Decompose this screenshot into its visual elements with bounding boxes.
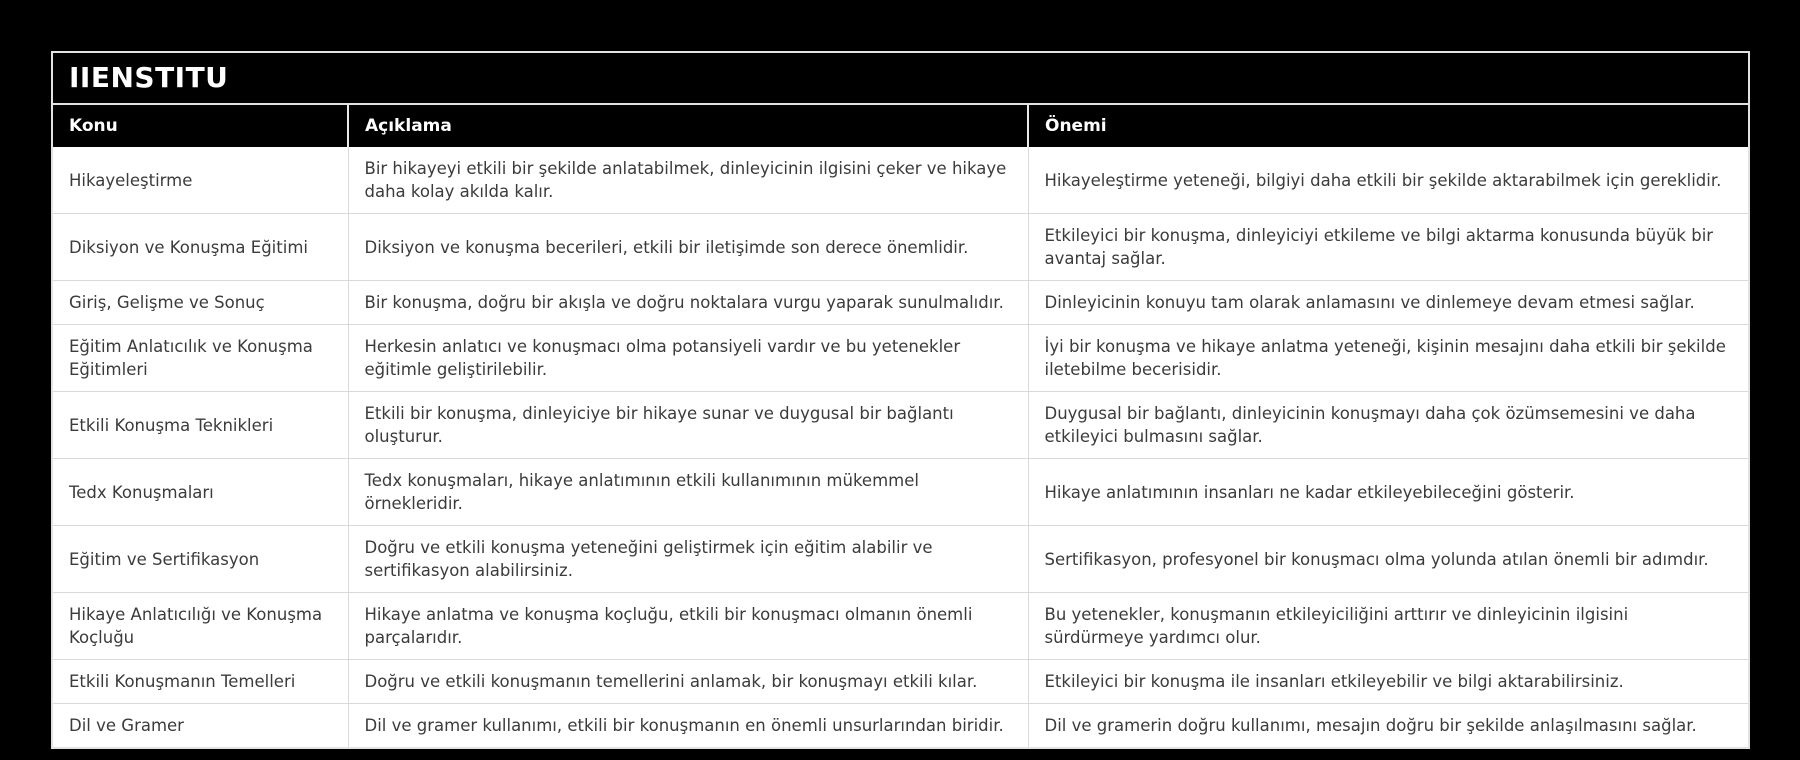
table-row (53, 214, 1748, 281)
cell-konu: Dil ve Gramer (53, 704, 348, 748)
table-row (53, 281, 1748, 325)
topics-table (53, 105, 1748, 747)
cell-konu: Diksiyon ve Konuşma Eğitimi (53, 214, 348, 281)
cell-onemi: Dil ve gramerin doğru kullanımı, mesajın doğru bir şekilde anlaşılmasını sağlar. (1028, 704, 1748, 748)
cell-onemi: Dinleyicinin konuyu tam olarak anlamasını ve dinlemeye devam etmesi sağlar. (1028, 281, 1748, 325)
table-row (53, 660, 1748, 704)
cell-aciklama: Hikaye anlatma ve konuşma koçluğu, etkili bir konuşmacı olmanın önemli parçalarıdır. (348, 593, 1028, 660)
cell-onemi: Bu yetenekler, konuşmanın etkileyiciliğini arttırır ve dinleyicinin ilgisini sürdürmeye yardımcı olur. (1028, 593, 1748, 660)
cell-aciklama: Bir hikayeyi etkili bir şekilde anlatabilmek, dinleyicinin ilgisini çeker ve hikaye daha kolay akılda kalır. (348, 147, 1028, 214)
cell-onemi: Etkileyici bir konuşma, dinleyiciyi etkileme ve bilgi aktarma konusunda büyük bir avantaj sağlar. (1028, 214, 1748, 281)
cell-onemi: Hikayeleştirme yeteneği, bilgiyi daha etkili bir şekilde aktarabilmek için gereklidir. (1028, 147, 1748, 214)
iienstitu-table-card (51, 51, 1750, 749)
column-header-aciklama: Açıklama (348, 105, 1028, 147)
cell-aciklama: Tedx konuşmaları, hikaye anlatımının etkili kullanımının mükemmel örnekleridir. (348, 459, 1028, 526)
cell-konu: Hikayeleştirme (53, 147, 348, 214)
table-row (53, 392, 1748, 459)
cell-aciklama: Etkili bir konuşma, dinleyiciye bir hikaye sunar ve duygusal bir bağlantı oluşturur. (348, 392, 1028, 459)
cell-onemi: İyi bir konuşma ve hikaye anlatma yeteneği, kişinin mesajını daha etkili bir şekilde iletebilme becerisidir. (1028, 325, 1748, 392)
cell-onemi: Sertifikasyon, profesyonel bir konuşmacı olma yolunda atılan önemli bir adımdır. (1028, 526, 1748, 593)
cell-konu: Etkili Konuşmanın Temelleri (53, 660, 348, 704)
table-row (53, 526, 1748, 593)
table-row (53, 593, 1748, 660)
cell-aciklama: Diksiyon ve konuşma becerileri, etkili bir iletişimde son derece önemlidir. (348, 214, 1028, 281)
cell-konu: Tedx Konuşmaları (53, 459, 348, 526)
cell-aciklama: Doğru ve etkili konuşma yeteneğini geliştirmek için eğitim alabilir ve sertifikasyon alabilirsiniz. (348, 526, 1028, 593)
cell-onemi: Duygusal bir bağlantı, dinleyicinin konuşmayı daha çok özümsemesini ve daha etkileyici bulmasını sağlar. (1028, 392, 1748, 459)
cell-aciklama: Bir konuşma, doğru bir akışla ve doğru noktalara vurgu yaparak sunulmalıdır. (348, 281, 1028, 325)
cell-konu: Eğitim ve Sertifikasyon (53, 526, 348, 593)
cell-aciklama: Herkesin anlatıcı ve konuşmacı olma potansiyeli vardır ve bu yetenekler eğitimle geliştirilebilir. (348, 325, 1028, 392)
column-header-konu: Konu (53, 105, 348, 147)
cell-aciklama: Dil ve gramer kullanımı, etkili bir konuşmanın en önemli unsurlarından biridir. (348, 704, 1028, 748)
cell-konu: Hikaye Anlatıcılığı ve Konuşma Koçluğu (53, 593, 348, 660)
cell-onemi: Hikaye anlatımının insanları ne kadar etkileyebileceğini gösterir. (1028, 459, 1748, 526)
cell-konu: Etkili Konuşma Teknikleri (53, 392, 348, 459)
cell-konu: Giriş, Gelişme ve Sonuç (53, 281, 348, 325)
table-row (53, 325, 1748, 392)
table-row (53, 147, 1748, 214)
table-title: IIENSTITU (53, 53, 1748, 105)
cell-konu: Eğitim Anlatıcılık ve Konuşma Eğitimleri (53, 325, 348, 392)
table-row (53, 704, 1748, 748)
cell-onemi: Etkileyici bir konuşma ile insanları etkileyebilir ve bilgi aktarabilirsiniz. (1028, 660, 1748, 704)
column-header-onemi: Önemi (1028, 105, 1748, 147)
cell-aciklama: Doğru ve etkili konuşmanın temellerini anlamak, bir konuşmayı etkili kılar. (348, 660, 1028, 704)
table-row (53, 459, 1748, 526)
header-row (53, 105, 1748, 147)
